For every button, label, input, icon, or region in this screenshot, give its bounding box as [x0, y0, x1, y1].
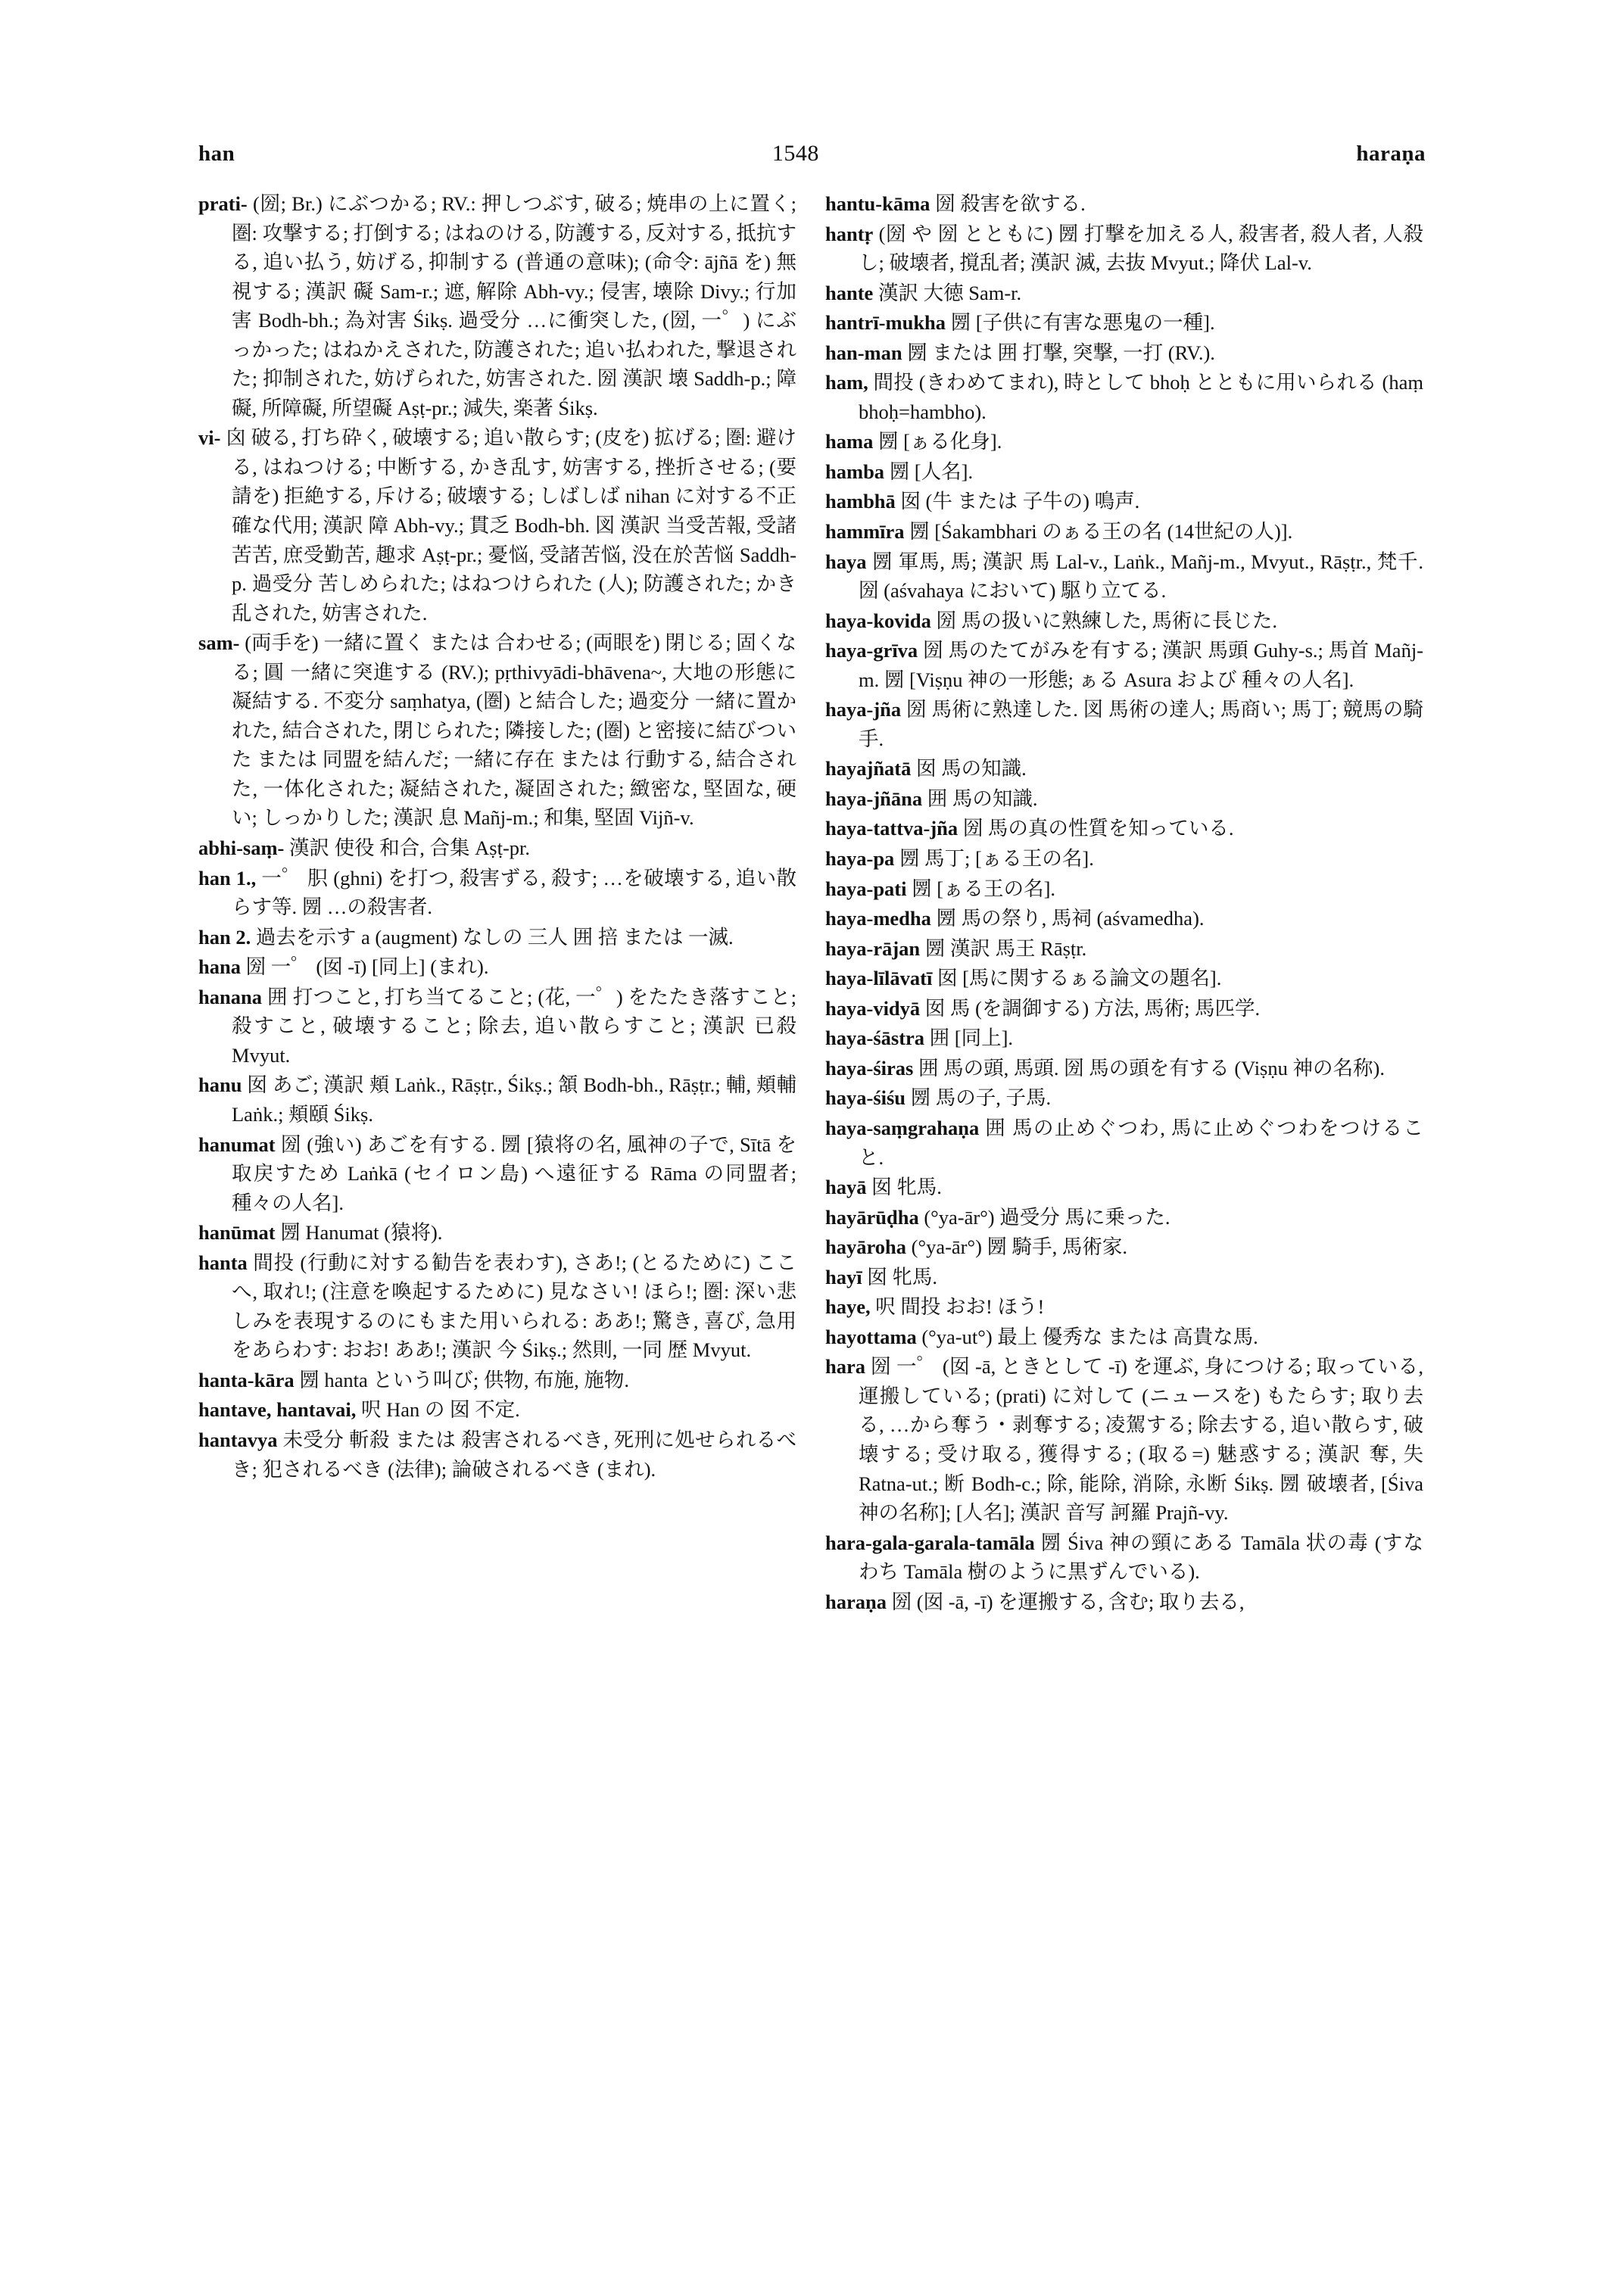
entry-headword: haya-jña	[825, 698, 902, 721]
entry-headword: haya-vidyā	[825, 996, 921, 1020]
entry-body: 囡 [馬に関するぁる論文の題名].	[937, 967, 1222, 990]
entry-body: (°ya-ut°) 最上 優秀な または 高貴な馬.	[921, 1325, 1258, 1348]
dictionary-entry	[825, 1083, 1423, 1113]
entry-body: 呎 間投 おお! ほう!	[875, 1295, 1045, 1319]
dictionary-entry	[198, 952, 796, 982]
entry-body: 囡 あご; 漢訳 頬 Laṅk., Rāṣṭr., Śikṣ.; 頷 Bodh-bh., Rāṣṭr.; 輔, 頬輔 Laṅk.; 頬頤 Śikṣ.	[232, 1073, 796, 1126]
running-head-left: han	[198, 142, 235, 166]
dictionary-entry	[198, 983, 796, 1070]
entry-body: 圐 Śiva 神の頸にある Tamāla 状の毒 (すなわち Tamāla 樹のように黒ずんでいる).	[859, 1531, 1424, 1584]
left-column	[198, 189, 796, 1617]
dictionary-entry	[825, 754, 1423, 784]
dictionary-entry	[825, 457, 1423, 487]
entry-headword: sam-	[198, 631, 240, 655]
dictionary-entry	[825, 964, 1423, 993]
entry-headword: haya-pati	[825, 877, 907, 900]
entry-body: 圐 [ぁる化身].	[877, 430, 1002, 453]
page-number: 1548	[771, 141, 819, 166]
entry-body: 未受分 斬殺 または 殺害されるべき, 死刑に処せられるべき; 犯されるべき (法律); 論破されるべき (まれ).	[232, 1428, 797, 1481]
entry-headword: han-man	[825, 341, 902, 364]
entry-body: (圀; Br.) にぶつかる; RV.: 押しつぶす, 破る; 焼串の上に置く; 圏: 攻撃する; 打倒する; はねのける, 防護する, 反対する, 抵抗する, 追い払う, 妨げる, 抑制する (普通の意味); (命令: ājñā を) 無視する; 漢訳 礙 Sam-r.; 遮, 解除 Abh-vy.; 侵害, 壊除 Divy.; 行加害 Bodh-bh.; 為対害 Śikṣ. 過受分 …に衝突した, (圀, 一゜) にぶっかった; はねかえされた, 防護された; 追い払われた, 撃退された; 抑制された, 妨げられた, 妨害された. 圀 漢訳 壊 Saddh-p.; 障礙, 所障礙, 所望礙 Aṣṭ-pr.; 減失, 楽著 Śikṣ.	[232, 192, 796, 419]
entry-headword: hayī	[825, 1265, 862, 1288]
dictionary-entry	[825, 1528, 1423, 1587]
dictionary-entry	[825, 1173, 1423, 1202]
entry-body: 圐 [Śakambhari のぁる王の名 (14世紀の人)].	[909, 520, 1293, 544]
entry-body: 圐 馬の祭り, 馬祠 (aśvamedha).	[936, 907, 1205, 930]
entry-headword: haya-kovida	[825, 609, 931, 632]
entry-body: 圀 馬術に熟達した. 図 馬術の達人; 馬商い; 馬丁; 競馬の騎手.	[859, 698, 1423, 750]
entry-headword: hanūmat	[198, 1221, 276, 1245]
dictionary-entry	[198, 189, 796, 422]
entry-headword: vi-	[198, 426, 221, 450]
entry-headword: abhi-saṃ-	[198, 837, 285, 860]
dictionary-entry	[198, 1366, 796, 1395]
dictionary-entry	[198, 1218, 796, 1248]
dictionary-entry	[198, 923, 796, 952]
dictionary-entry	[198, 1248, 796, 1365]
entry-body: 圐 漢訳 馬王 Rāṣṭr.	[924, 936, 1087, 960]
dictionary-entry	[825, 1203, 1423, 1232]
entry-headword: hanu	[198, 1073, 242, 1097]
entry-headword: haraṇa	[825, 1590, 887, 1613]
dictionary-entry	[198, 1070, 796, 1129]
entry-headword: haya-grīva	[825, 639, 918, 662]
entry-headword: hamba	[825, 460, 885, 483]
entry-headword: hantave, hantavai,	[198, 1398, 357, 1422]
page-body	[198, 189, 1426, 1617]
dictionary-entry	[825, 1352, 1423, 1527]
entry-headword: haya-saṃgrahaṇa	[825, 1116, 980, 1139]
entry-headword: prati-	[198, 192, 248, 215]
entry-body: 圐 [ぁる王の名].	[912, 877, 1056, 900]
entry-headword: hantavya	[198, 1428, 278, 1451]
entry-body: 囲 [同上].	[929, 1027, 1014, 1050]
dictionary-entry	[825, 994, 1423, 1023]
entry-body: 囡 牝馬.	[867, 1265, 937, 1288]
entry-headword: hana	[198, 955, 241, 979]
entry-body: 囡 馬 (を調御する) 方法, 馬術; 馬匹学.	[924, 996, 1261, 1020]
entry-headword: haye,	[825, 1295, 871, 1319]
entry-headword: hanta-kāra	[198, 1368, 295, 1391]
entry-body: 囡 馬の知識.	[916, 757, 1027, 780]
entry-headword: hayārūḍha	[825, 1205, 919, 1229]
dictionary-entry	[825, 1292, 1423, 1322]
dictionary-entry	[825, 487, 1423, 516]
entry-body: (°ya-ār°) 圐 騎手, 馬術家.	[911, 1235, 1128, 1259]
page-header	[198, 141, 1426, 167]
entry-body: 圐 hanta という叫び; 供物, 布施, 施物.	[299, 1368, 630, 1391]
entry-body: 囡 牝馬.	[871, 1176, 942, 1199]
entry-headword: hantrī-mukha	[825, 311, 946, 335]
dictionary-entry	[825, 427, 1423, 456]
dictionary-entry	[825, 1023, 1423, 1053]
entry-headword: haya-tattva-jña	[825, 817, 959, 840]
dictionary-entry	[825, 189, 1423, 219]
entry-headword: hanumat	[198, 1132, 276, 1156]
entry-headword: haya-śiśu	[825, 1086, 906, 1110]
entry-headword: haya-medha	[825, 907, 931, 930]
entry-body: 漢訳 大徳 Sam-r.	[877, 281, 1022, 304]
entry-body: 圐 [人名].	[889, 460, 974, 483]
entry-body: 圀 (囡 -ā, -ī) を運搬する, 含む; 取り去る,	[891, 1590, 1245, 1613]
entry-headword: han 1.,	[198, 866, 257, 889]
entry-body: 圐 馬丁; [ぁる王の名].	[899, 847, 1094, 871]
dictionary-entry	[198, 423, 796, 628]
entry-body: 囲 馬の止めぐつわ, 馬に止めぐつわをつけること.	[859, 1116, 1424, 1169]
dictionary-entry	[198, 1425, 796, 1484]
dictionary-entry	[825, 695, 1423, 753]
entry-headword: hayottama	[825, 1325, 917, 1348]
entry-body: 囡 (牛 または 子牛の) 鳴声.	[900, 490, 1140, 513]
dictionary-entry	[198, 1395, 796, 1425]
dictionary-entry	[825, 338, 1423, 368]
dictionary-entry	[825, 1054, 1423, 1083]
entry-body: 圀 馬の扱いに熟練した, 馬術に長じた.	[936, 609, 1278, 632]
dictionary-entry	[825, 814, 1423, 843]
entry-body: 漢訳 使役 和合, 合集 Aṣṭ-pr.	[289, 837, 531, 860]
entry-body: 囲 打つこと, 打ち当てること; (花, 一゜) をたたき落すこと; 殺すこと, 破壊すること; 除去, 追い散らすこと; 漢訳 已殺 Mvyut.	[232, 985, 797, 1067]
dictionary-entry	[825, 517, 1423, 547]
entry-body: 一゜ 胑 (ghni) を打つ, 殺害ずる, 殺す; …を破壊する, 追い散らす等. 圐 …の殺害者.	[232, 866, 797, 919]
entry-body: 圀 一゜ (囡 -ī) [同上] (まれ).	[245, 955, 489, 979]
entry-headword: hara-gala-garala-tamāla	[825, 1531, 1035, 1554]
dictionary-entry	[198, 833, 796, 863]
dictionary-entry	[825, 1323, 1423, 1352]
entry-body: (両手を) 一緒に置く または 合わせる; (両眼を) 閉じる; 固くなる; 圓 一緒に突進する (RV.); pṛthivyādi-bhāvena~, 大地の形態に凝結する. 不変分 saṃhatya, (圏) と結合した; 過変分 一緒に置かれた, 結合された, 閉じられた; 隣接した; (圏) と密接に結びついた または 同盟を結んだ; 一緒に存在 または 行動する, 結合された, 一体化された; 凝結された, 凝固された; 緻密な, 堅固な, 硬い; しっかりした; 漢訳 息 Mañj-m.; 和集, 堅固 Vijñ-v.	[232, 631, 797, 830]
entry-body: 間投 (行動に対する勧告を表わす), さあ!; (とるために) ここへ, 取れ!; (注意を喚起するために) 見なさい! ほら!; 圏: 深い悲しみを表現するのにもまた用いられる: ああ!; 驚き, 喜び, 急用をあらわす: おお! ああ!; 漢訳 今 Śikṣ.; 然則, 一同 歴 Mvyut.	[232, 1251, 796, 1362]
entry-body: 圀 馬の真の性質を知っている.	[962, 817, 1234, 840]
entry-headword: haya-jñāna	[825, 787, 923, 810]
entry-body: 呎 Han の 囡 不定.	[360, 1398, 520, 1422]
dictionary-entry	[825, 1263, 1423, 1292]
entry-body: 圀 馬のたてがみを有する; 漢訳 馬頭 Guhy-s.; 馬首 Mañj-m. 圐 [Viṣṇu 神の一形態; ぁる Asura および 種々の人名].	[859, 639, 1424, 691]
entry-headword: hanta	[198, 1251, 248, 1274]
dictionary-entry	[825, 547, 1423, 606]
dictionary-entry	[825, 784, 1423, 814]
entry-body: 圐 軍馬, 馬; 漢訳 馬 Lal-v., Laṅk., Mañj-m., Mvyut., Rāṣṭr., 梵千. 圀 (aśvahaya において) 駆り立てる.	[859, 550, 1423, 603]
entry-headword: hara	[825, 1355, 865, 1379]
dictionary-entry	[825, 308, 1423, 338]
entry-body: 圐 Hanumat (猿将).	[280, 1221, 443, 1245]
entry-body: (圀 や 圀 とともに) 圐 打撃を加える人, 殺害者, 殺人者, 人殺し; 破壊者, 撹乱者; 漢訳 滅, 去抜 Mvyut.; 降伏 Lal-v.	[859, 222, 1424, 275]
entry-body: 圀 (強い) あごを有する. 圐 [猿将の名, 風神の子で, Sītā を取戻すため Laṅkā (セイロン島) へ遠征する Rāma の同盟者; 種々の人名].	[232, 1132, 797, 1214]
entry-body: 間投 (きわめてまれ), 時として bhoḥ とともに用いられる (haṃ bhoḥ=hambho).	[859, 371, 1424, 423]
dictionary-entry	[825, 1232, 1423, 1262]
entry-body: 圀 一゜ (囡 -ā, ときとして -ī) を運ぶ, 身につける; 取っている, 運搬している; (prati) に対して (ニュースを) もたらす; 取り去る, …から奪う・剥奪する; 凌駕する; 除去する, 追い散らす, 破壊する; 受け取る, 獲得する; (取る=) 魅惑する; 漢訳 奪, 失 Ratna-ut.; 断 Bodh-c.; 除, 能除, 消除, 永断 Śikṣ. 圐 破壊者, [Śiva 神の名称]; [人名]; 漢訳 音写 訶羅 Prajñ-vy.	[859, 1355, 1423, 1525]
entry-headword: ham,	[825, 371, 868, 394]
entry-body: 囲 馬の知識.	[927, 787, 1038, 810]
entry-body: 圀 殺害を欲する.	[935, 192, 1086, 215]
dictionary-entry	[198, 864, 796, 922]
dictionary-entry	[198, 1130, 796, 1218]
entry-headword: haya-līlāvatī	[825, 967, 933, 990]
entry-body: 圐 [子供に有害な悪鬼の一種].	[950, 311, 1215, 335]
running-head-right: haraṇa	[1356, 142, 1426, 166]
dictionary-entry	[825, 606, 1423, 636]
entry-body: 圐 または 囲 打撃, 突撃, 一打 (RV.).	[907, 341, 1215, 364]
entry-body: 過去を示す a (augment) なしの 三人 囲 掊 または 一滅.	[255, 925, 734, 949]
right-column	[825, 189, 1423, 1617]
entry-headword: haya-śāstra	[825, 1027, 925, 1050]
entry-headword: haya-pa	[825, 847, 895, 871]
entry-headword: haya-rājan	[825, 936, 921, 960]
entry-headword: hayajñatā	[825, 757, 912, 780]
entry-headword: hayā	[825, 1176, 867, 1199]
dictionary-entry	[825, 934, 1423, 964]
entry-headword: hante	[825, 281, 874, 304]
dictionary-entry	[825, 1114, 1423, 1172]
entry-body: (°ya-ār°) 過受分 馬に乗った.	[924, 1205, 1170, 1229]
entry-body: 囲 馬の頭, 馬頭. 圀 馬の頭を有する (Viṣṇu 神の名称).	[918, 1056, 1385, 1080]
dictionary-entry	[825, 844, 1423, 874]
dictionary-entry	[825, 1587, 1423, 1617]
entry-body: 圐 馬の子, 子馬.	[910, 1086, 1052, 1110]
entry-headword: hammīra	[825, 520, 905, 544]
entry-headword: hambhā	[825, 490, 896, 513]
dictionary-entry	[825, 636, 1423, 694]
entry-headword: haya-śiras	[825, 1056, 914, 1080]
entry-headword: hanana	[198, 985, 262, 1008]
dictionary-entry	[825, 368, 1423, 426]
entry-body: 囟 破る, 打ち砕く, 破壊する; 追い散らす; (皮を) 拡げる; 圏: 避ける, はねつける; 中断する, かき乱す, 妨害する, 挫折させる; (要請を) 拒絶する, 斥ける; 破壊する; しばしば nihan に対する不正確な代用; 漢訳 障 Abh-vy.; 貫乏 Bodh-bh. 図 漢訳 当受苦報, 受諸苦苦, 庶受勤苦, 趣求 Aṣṭ-pr.; 憂悩, 受諸苦悩, 没在於苦悩 Saddh-p. 過受分 苦しめられた; はねつけられた (人); 防護された; かき乱された, 妨害された.	[226, 426, 796, 625]
dictionary-entry	[198, 628, 796, 833]
dictionary-entry	[825, 220, 1423, 278]
dictionary-entry	[825, 904, 1423, 933]
entry-headword: han 2.	[198, 925, 251, 949]
entry-headword: haya	[825, 550, 867, 573]
entry-headword: hantu-kāma	[825, 192, 930, 215]
dictionary-entry	[825, 874, 1423, 904]
entry-headword: hantṛ	[825, 222, 874, 245]
dictionary-entry	[825, 279, 1423, 308]
entry-headword: hayāroha	[825, 1235, 907, 1259]
entry-headword: hama	[825, 430, 874, 453]
